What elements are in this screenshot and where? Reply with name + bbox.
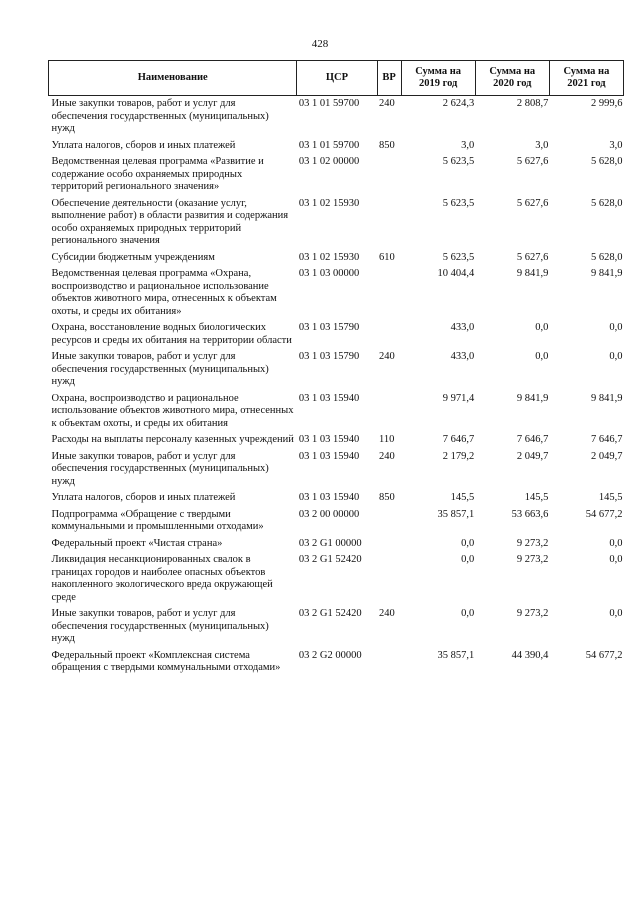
cell-sum-2021: 5 628,0 (591, 251, 623, 263)
cell-sum-2020: 2 808,7 (516, 98, 549, 109)
cell-csr: 03 1 03 15790 (298, 351, 360, 362)
cell-sum-2019: 35 857,1 (437, 508, 475, 520)
cell-csr: 03 1 03 15940 (298, 392, 360, 404)
cell-sum-2019: 2 624,3 (442, 98, 475, 109)
cell-sum-2021: 54 677,2 (585, 508, 623, 520)
cell-vr (377, 554, 401, 608)
cell-csr: 03 2 G2 00000 (298, 649, 362, 661)
table-row (49, 156, 624, 198)
cell-sum-2021: 54 677,2 (585, 649, 623, 661)
cell-sum-2020: 53 663,6 (511, 508, 549, 520)
cell-sum-2020: 9 841,9 (516, 268, 549, 279)
header-sum-2020: Сумма на 2020 год (475, 61, 549, 96)
cell-csr: 03 2 G1 00000 (298, 537, 362, 549)
cell-name: Уплата налогов, сборов и иных платежей (51, 139, 236, 151)
cell-vr (377, 322, 401, 351)
cell-name: Иные закупки товаров, работ и услуг для обеспечения государственных (муниципальных) нужд (51, 608, 269, 644)
cell-vr: 110 (379, 434, 395, 445)
table-row (49, 650, 624, 679)
table-row (49, 322, 624, 351)
cell-name: Ведомственная целевая программа «Развитие и содержание особо охраняемых природных территорий регионального значения» (51, 156, 264, 192)
table-row (49, 268, 624, 322)
cell-sum-2021: 3,0 (609, 139, 623, 151)
cell-sum-2019: 0,0 (461, 537, 475, 549)
cell-sum-2020: 5 627,6 (516, 197, 549, 209)
cell-csr: 03 2 00 00000 (298, 508, 360, 520)
cell-vr (377, 538, 401, 555)
cell-sum-2019: 0,0 (461, 554, 475, 565)
cell-vr (377, 268, 401, 322)
table-header (49, 61, 624, 96)
cell-sum-2021: 9 841,9 (591, 392, 623, 404)
cell-sum-2021: 5 628,0 (591, 156, 623, 167)
cell-sum-2020: 9 273,2 (516, 608, 549, 619)
cell-name: Ликвидация несанкционированных свалок в границах городов и наиболее опасных объектов накопленного экологического вреда окружающей среде (51, 554, 273, 603)
table-row (49, 351, 624, 393)
cell-name: Федеральный проект «Комплексная система обращения с твердыми коммунальными отходами» (51, 649, 281, 673)
cell-name: Охрана, восстановление водных биологических ресурсов и среды их обитания на территории области (51, 322, 292, 346)
cell-name: Субсидии бюджетным учреждениям (51, 251, 215, 263)
cell-name: Иные закупки товаров, работ и услуг для обеспечения государственных (муниципальных) нужд (51, 450, 269, 487)
cell-csr: 03 1 03 15790 (298, 322, 360, 333)
cell-sum-2020: 9 273,2 (516, 537, 549, 549)
cell-name: Подпрограмма «Обращение с твердыми коммунальными и промышленными отходами» (51, 508, 264, 532)
cell-vr: 610 (379, 251, 395, 263)
cell-sum-2021: 0,0 (609, 537, 623, 549)
cell-sum-2019: 7 646,7 (442, 434, 475, 445)
cell-sum-2020: 9 841,9 (516, 392, 549, 404)
header-csr: ЦСР (297, 61, 377, 96)
cell-sum-2021: 5 628,0 (591, 197, 623, 209)
cell-sum-2021: 2 049,7 (591, 450, 623, 462)
cell-name: Ведомственная целевая программа «Охрана, воспроизводство и рациональное использование объектов животного мира, отнесенных к объектам охоты, и среды их обитания» (51, 268, 277, 317)
table-row (49, 509, 624, 538)
table-row (49, 393, 624, 435)
cell-csr: 03 1 03 15940 (298, 492, 360, 503)
table-row (49, 252, 624, 269)
cell-vr: 850 (379, 492, 395, 503)
cell-sum-2019: 9 971,4 (442, 392, 475, 404)
cell-vr (377, 156, 401, 198)
cell-csr: 03 1 02 15930 (298, 197, 360, 209)
cell-csr: 03 1 01 59700 (298, 139, 360, 151)
cell-sum-2019: 5 623,5 (442, 251, 475, 263)
cell-name: Иные закупки товаров, работ и услуг для обеспечения государственных (муниципальных) нужд (51, 351, 269, 387)
cell-sum-2020: 9 273,2 (516, 554, 549, 565)
cell-csr: 03 2 G1 52420 (298, 608, 362, 619)
table-row (49, 608, 624, 650)
cell-sum-2019: 2 179,2 (442, 450, 475, 462)
header-sum-2021: Сумма на 2021 год (549, 61, 623, 96)
cell-sum-2019: 145,5 (450, 492, 475, 503)
cell-sum-2020: 145,5 (524, 492, 549, 503)
cell-csr: 03 2 G1 52420 (298, 554, 362, 565)
cell-sum-2020: 7 646,7 (516, 434, 549, 445)
cell-sum-2019: 10 404,4 (437, 268, 475, 279)
table-row (49, 198, 624, 252)
cell-sum-2021: 0,0 (609, 322, 623, 333)
cell-sum-2020: 2 049,7 (516, 450, 549, 462)
table-body (49, 96, 624, 679)
table-row (49, 554, 624, 608)
cell-sum-2021: 7 646,7 (591, 434, 623, 445)
cell-sum-2019: 5 623,5 (442, 197, 475, 209)
table-row (49, 538, 624, 555)
header-vr: ВР (377, 61, 401, 96)
cell-sum-2020: 0,0 (535, 351, 549, 362)
cell-csr: 03 1 02 00000 (298, 156, 360, 167)
cell-vr (377, 198, 401, 252)
cell-csr: 03 1 03 15940 (298, 450, 360, 462)
cell-vr: 240 (379, 98, 395, 109)
cell-csr: 03 1 02 15930 (298, 251, 360, 263)
cell-vr (377, 393, 401, 435)
table-row (49, 96, 624, 140)
cell-sum-2019: 35 857,1 (437, 649, 475, 661)
page-number: 428 (311, 38, 329, 50)
cell-sum-2019: 0,0 (461, 608, 475, 619)
cell-sum-2021: 145,5 (598, 492, 623, 503)
budget-table (48, 60, 624, 679)
cell-sum-2020: 5 627,6 (516, 156, 549, 167)
cell-name: Охрана, воспроизводство и рациональное использование объектов животного мира, отнесенных к объектам охоты, и среды их обитания (51, 392, 294, 429)
cell-sum-2020: 44 390,4 (511, 649, 549, 661)
cell-sum-2021: 9 841,9 (591, 268, 623, 279)
cell-vr: 240 (379, 608, 395, 619)
cell-sum-2019: 433,0 (450, 351, 475, 362)
cell-sum-2020: 3,0 (535, 139, 549, 151)
table-row (49, 140, 624, 157)
cell-name: Уплата налогов, сборов и иных платежей (51, 492, 236, 503)
cell-sum-2019: 5 623,5 (442, 156, 475, 167)
cell-vr: 240 (379, 450, 395, 462)
cell-csr: 03 1 01 59700 (298, 98, 360, 109)
cell-vr: 850 (379, 139, 395, 151)
cell-csr: 03 1 03 15940 (298, 434, 360, 445)
cell-sum-2020: 0,0 (535, 322, 549, 333)
table-row (49, 451, 624, 493)
cell-sum-2021: 2 999,6 (591, 98, 623, 109)
cell-sum-2019: 433,0 (450, 322, 475, 333)
cell-sum-2020: 5 627,6 (516, 251, 549, 263)
cell-csr: 03 1 03 00000 (298, 268, 360, 279)
cell-name: Федеральный проект «Чистая страна» (51, 537, 223, 549)
header-name: Наименование (49, 61, 297, 96)
cell-name: Иные закупки товаров, работ и услуг для обеспечения государственных (муниципальных) нужд (51, 98, 269, 134)
cell-vr (377, 650, 401, 679)
cell-vr: 240 (379, 351, 395, 362)
table-row (49, 434, 624, 451)
cell-name: Обеспечение деятельности (оказание услуг, выполнение работ) в области развития и содержания особо охраняемых природных территорий регионального значения (51, 197, 289, 246)
cell-sum-2021: 0,0 (609, 351, 623, 362)
cell-sum-2021: 0,0 (609, 554, 623, 565)
cell-sum-2019: 3,0 (461, 139, 475, 151)
header-sum-2019: Сумма на 2019 год (401, 61, 475, 96)
cell-vr (377, 509, 401, 538)
table-row (49, 492, 624, 509)
cell-name: Расходы на выплаты персоналу казенных учреждений (51, 434, 294, 445)
cell-sum-2021: 0,0 (609, 608, 623, 619)
